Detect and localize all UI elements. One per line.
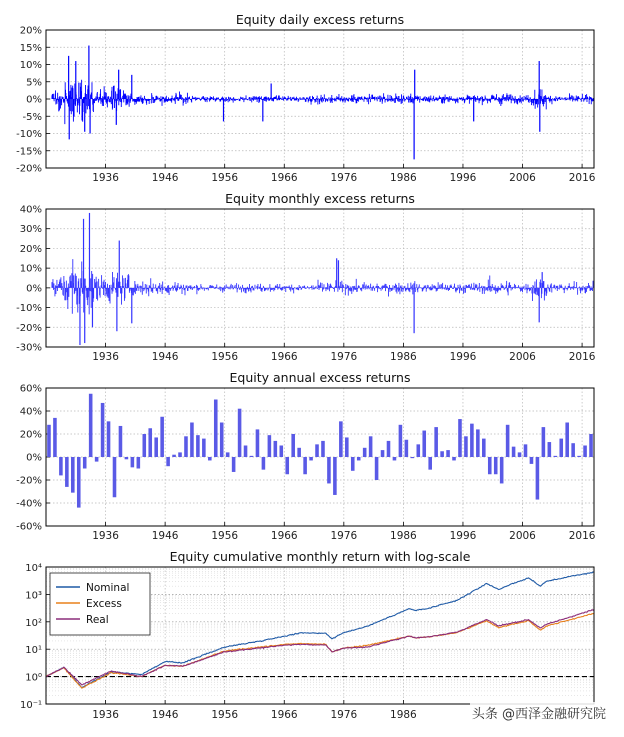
x-tick-label: 1976 xyxy=(330,172,358,184)
bar xyxy=(107,421,111,457)
bar xyxy=(47,425,51,457)
bar xyxy=(220,423,224,458)
y-tick-label: -60% xyxy=(16,521,42,533)
x-tick-label: 1976 xyxy=(330,709,358,721)
bar xyxy=(166,457,170,466)
x-tick-label: 1966 xyxy=(270,709,298,721)
bar xyxy=(53,418,57,457)
x-tick-label: 1936 xyxy=(92,172,119,184)
bar xyxy=(387,441,391,457)
bar xyxy=(59,457,63,475)
bar xyxy=(363,448,367,457)
bar xyxy=(416,444,420,457)
y-tick-label: 10⁻¹ xyxy=(19,700,42,711)
x-tick-label: 1936 xyxy=(92,351,119,363)
x-tick-label: 1986 xyxy=(390,530,417,542)
bar xyxy=(583,446,587,458)
x-tick-label: 2016 xyxy=(568,530,596,542)
bar xyxy=(434,427,438,457)
x-tick-label: 1956 xyxy=(211,530,239,542)
x-tick-label: 2006 xyxy=(509,172,536,184)
bar xyxy=(285,457,289,474)
bar xyxy=(500,457,504,483)
bar xyxy=(452,457,456,460)
bar xyxy=(327,457,331,483)
bar xyxy=(470,424,474,457)
bar xyxy=(428,457,432,470)
legend-label: Nominal xyxy=(86,582,130,594)
bar xyxy=(89,394,93,457)
y-tick-label: -20% xyxy=(16,322,42,334)
bar xyxy=(333,457,337,495)
x-tick-label: 2016 xyxy=(568,172,596,184)
panel-monthly xyxy=(16,191,596,363)
bar xyxy=(160,417,164,457)
bar xyxy=(536,457,540,500)
x-tick-label: 1956 xyxy=(211,172,239,184)
panel-annual xyxy=(16,370,596,542)
bar xyxy=(274,441,278,457)
legend-label: Excess xyxy=(86,598,122,610)
bar xyxy=(190,423,194,458)
bar xyxy=(95,457,99,462)
legend-label: Real xyxy=(86,614,109,626)
bar xyxy=(101,403,105,457)
x-tick-label: 1946 xyxy=(151,709,179,721)
bar xyxy=(309,457,313,460)
y-tick-label: 10² xyxy=(25,617,42,629)
bar xyxy=(315,444,319,457)
bar xyxy=(279,446,283,458)
y-tick-label: 20% xyxy=(19,243,42,255)
bar xyxy=(196,435,200,457)
bar xyxy=(142,434,146,457)
panel-cumulative xyxy=(20,549,594,721)
x-tick-label: 1966 xyxy=(270,351,298,363)
bar xyxy=(226,452,230,457)
bar xyxy=(565,423,569,458)
bar xyxy=(542,427,546,457)
x-tick-label: 1946 xyxy=(151,530,179,542)
y-tick-label: 10⁰ xyxy=(25,672,42,684)
bar xyxy=(559,439,563,457)
bar xyxy=(232,457,236,472)
return-noise xyxy=(52,259,593,314)
chart-title: Equity daily excess returns xyxy=(235,12,405,27)
bar xyxy=(476,429,480,457)
y-tick-label: -20% xyxy=(16,475,42,487)
bar xyxy=(357,457,361,460)
bar xyxy=(589,434,593,457)
bar xyxy=(482,439,486,457)
y-tick-label: 5% xyxy=(26,77,42,89)
bar xyxy=(148,428,152,457)
panel-daily xyxy=(16,12,596,184)
x-tick-label: 1986 xyxy=(390,709,417,721)
bar xyxy=(244,446,248,458)
bar xyxy=(345,437,349,457)
bar xyxy=(154,437,158,457)
y-tick-label: -15% xyxy=(16,146,42,158)
bar xyxy=(393,457,397,460)
y-tick-label: 40% xyxy=(19,204,42,216)
y-tick-label: 20% xyxy=(19,429,42,441)
y-tick-label: 60% xyxy=(19,383,42,395)
y-tick-label: 10³ xyxy=(25,590,42,602)
chart-title: Equity monthly excess returns xyxy=(225,191,415,206)
bar xyxy=(339,421,343,457)
bar xyxy=(113,457,117,497)
bar xyxy=(422,431,426,457)
bar xyxy=(202,439,206,457)
x-tick-label: 1946 xyxy=(151,351,179,363)
bar xyxy=(83,457,87,469)
bar xyxy=(297,448,301,457)
bar xyxy=(208,457,212,460)
x-tick-label: 1936 xyxy=(92,709,119,721)
y-tick-label: 30% xyxy=(19,224,42,236)
bar xyxy=(77,457,81,508)
bar xyxy=(548,442,552,457)
bar xyxy=(131,457,135,467)
bar xyxy=(381,450,385,457)
y-tick-label: 10⁴ xyxy=(25,563,42,574)
y-tick-label: -5% xyxy=(22,111,42,123)
bar xyxy=(399,425,403,457)
x-tick-label: 2016 xyxy=(568,351,596,363)
return-noise xyxy=(52,80,593,124)
legend xyxy=(50,573,150,635)
bar xyxy=(518,452,522,457)
chart-title: Equity annual excess returns xyxy=(229,370,411,385)
bar xyxy=(446,450,450,457)
y-tick-label: -40% xyxy=(16,498,42,510)
bar xyxy=(65,457,69,487)
bar xyxy=(125,457,129,459)
bar xyxy=(571,443,575,457)
y-tick-label: -10% xyxy=(16,303,42,315)
y-tick-label: -30% xyxy=(16,342,42,354)
bar xyxy=(214,400,218,458)
y-tick-label: 20% xyxy=(19,25,42,37)
x-tick-label: 2006 xyxy=(509,351,536,363)
bar xyxy=(506,425,510,457)
bar xyxy=(375,457,379,480)
bar xyxy=(440,451,444,457)
bar xyxy=(303,457,307,474)
bar xyxy=(238,409,242,457)
bar xyxy=(268,435,272,457)
x-tick-label: 1966 xyxy=(270,172,298,184)
y-tick-label: 10% xyxy=(19,60,42,71)
bar xyxy=(530,457,534,464)
y-tick-label: 15% xyxy=(19,42,42,54)
bar xyxy=(137,457,141,469)
y-tick-label: 10% xyxy=(19,263,42,275)
y-tick-label: -20% xyxy=(16,163,42,175)
y-tick-label: -10% xyxy=(16,129,42,140)
bar xyxy=(321,441,325,457)
x-tick-label: 2006 xyxy=(509,530,536,542)
bar xyxy=(178,452,182,457)
y-tick-label: 40% xyxy=(19,406,42,418)
bar xyxy=(119,426,123,457)
bar xyxy=(553,456,557,457)
bar xyxy=(71,457,75,493)
bar xyxy=(577,456,581,457)
bar xyxy=(494,457,498,474)
bar xyxy=(464,436,468,457)
bar xyxy=(184,436,188,457)
x-tick-label: 1956 xyxy=(211,351,239,363)
x-tick-label: 1976 xyxy=(330,530,358,542)
y-tick-label: 10¹ xyxy=(25,645,42,657)
x-tick-label: 1986 xyxy=(390,351,417,363)
bar xyxy=(262,457,266,470)
bar xyxy=(411,457,415,458)
bar xyxy=(512,447,516,457)
bar xyxy=(172,455,176,457)
bar xyxy=(458,419,462,457)
y-tick-label: 0% xyxy=(26,94,42,106)
y-tick-label: 0% xyxy=(26,283,42,295)
bar xyxy=(351,457,355,471)
bar xyxy=(250,456,254,457)
x-tick-label: 1996 xyxy=(449,172,477,184)
chart-title: Equity cumulative monthly return with log-scale xyxy=(169,549,471,564)
bar xyxy=(524,444,528,457)
bar xyxy=(369,436,373,457)
x-tick-label: 1996 xyxy=(449,351,477,363)
watermark: 头条 @西泽金融研究院 xyxy=(470,702,608,723)
x-tick-label: 1986 xyxy=(390,172,417,184)
x-tick-label: 1996 xyxy=(449,530,477,542)
x-tick-label: 1936 xyxy=(92,530,119,542)
x-tick-label: 1966 xyxy=(270,530,298,542)
bar xyxy=(291,434,295,457)
x-tick-label: 1956 xyxy=(211,709,239,721)
bar xyxy=(488,457,492,474)
bar xyxy=(405,440,409,457)
x-tick-label: 1976 xyxy=(330,351,358,363)
y-tick-label: 0% xyxy=(26,452,42,464)
x-tick-label: 1946 xyxy=(151,172,179,184)
bar xyxy=(256,429,260,457)
